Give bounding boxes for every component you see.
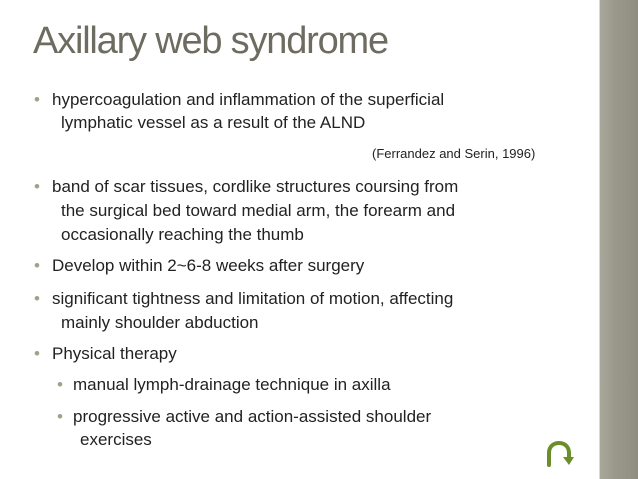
slide-title: Axillary web syndrome	[33, 20, 388, 62]
bullet-line: Develop within 2~6-8 weeks after surgery	[52, 256, 365, 275]
side-decoration-bar	[599, 0, 638, 479]
sub-bullet-line: manual lymph-drainage technique in axilla	[73, 375, 391, 394]
bullet-line: mainly shoulder abduction	[61, 313, 259, 332]
bullet-line: Physical therapy	[52, 344, 177, 363]
bullet-line: occasionally reaching the thumb	[61, 225, 304, 244]
side-bar-shading	[599, 0, 638, 479]
sub-bullet-line: exercises	[80, 430, 152, 449]
bullet-dot: •	[34, 289, 40, 308]
bullet-line: hypercoagulation and inflammation of the superficial	[52, 90, 445, 109]
sub-bullet-dot: •	[57, 375, 63, 394]
side-bar-divider	[599, 0, 600, 479]
bullet-line: lymphatic vessel as a result of the ALND	[61, 113, 366, 132]
sub-bullet-dot: •	[57, 407, 63, 426]
bullet-line: significant tightness and limitation of motion, affecting	[52, 289, 454, 308]
return-arrow-icon[interactable]	[543, 440, 575, 468]
bullet-line: the surgical bed toward medial arm, the forearm and	[61, 201, 456, 220]
citation: (Ferrandez and Serin, 1996)	[372, 146, 536, 161]
bullet-dot: •	[34, 177, 40, 196]
sub-bullet-line: progressive active and action-assisted shoulder	[73, 407, 432, 426]
bullet-dot: •	[34, 90, 40, 109]
bullet-dot: •	[34, 256, 40, 275]
bullet-dot: •	[34, 344, 40, 363]
bullet-line: band of scar tissues, cordlike structures coursing from	[52, 177, 459, 196]
